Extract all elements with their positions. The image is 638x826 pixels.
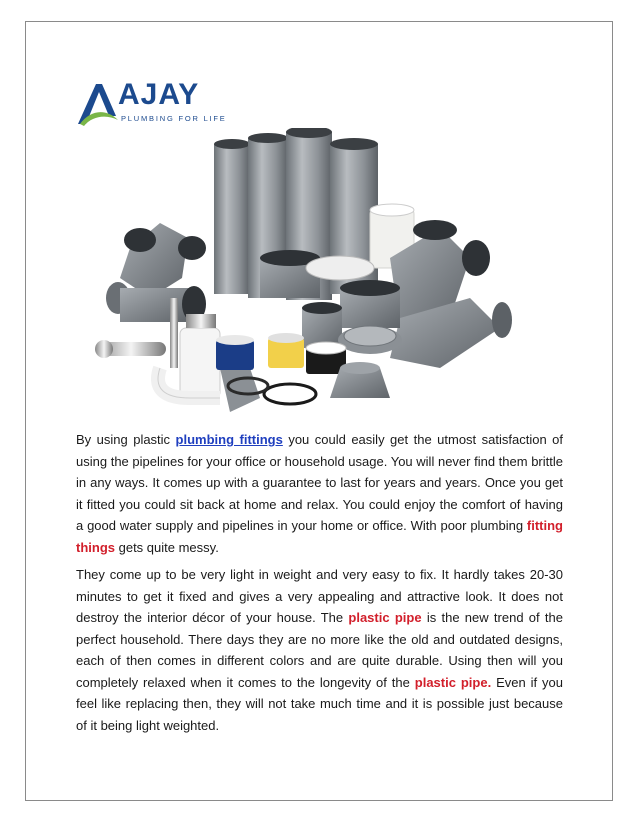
plastic-pipe-link[interactable]: plastic pipe xyxy=(348,610,422,625)
brand-tagline: PLUMBING FOR LIFE xyxy=(121,114,227,123)
paragraph-1-text-2: you could easily get the utmost satisfaction of using the pipelines for your office or household usage. You will never find them brittle in any ways. It comes up with a guarantee to last for years and years. Once you get it fitted you could sit back at home and relax. You could enjoy the comfort of having a good water supply and pipelines in your home or office. With poor plumbing xyxy=(76,432,564,533)
body-paragraph-1 xyxy=(76,429,563,558)
brand-name: AJAY xyxy=(118,78,200,111)
paragraph-2-text-3: Even if you feel like replacing then, they will not take much time and it is possible just because of it being light weighted. xyxy=(76,674,563,733)
paragraph-2-text-1: They come up to be very light in weight and very easy to fix. It hardly takes 20-30 minutes to get it fixed and gives a very appealing and attractive look. It does not destroy the interior décor of your house. The xyxy=(76,567,563,625)
plastic-pipe-link-2[interactable]: plastic pipe. xyxy=(414,674,492,690)
plumbing-products-photo xyxy=(90,128,520,420)
paragraph-1-text-1: By using plastic xyxy=(76,432,176,447)
body-paragraph-2 xyxy=(76,564,563,736)
paragraph-2-text-2: is the new trend of the perfect household. There days they are no more like the old and outdated designs, each of then comes in different colors and are quite durable. Using then will you completely relaxed when it comes to the longevity of the xyxy=(76,610,563,690)
paragraph-1-text-3: gets quite messy. xyxy=(115,539,219,555)
plumbing-fittings-link[interactable]: plumbing fittings xyxy=(175,432,283,447)
fitting-things-link[interactable]: fitting things xyxy=(76,518,563,555)
